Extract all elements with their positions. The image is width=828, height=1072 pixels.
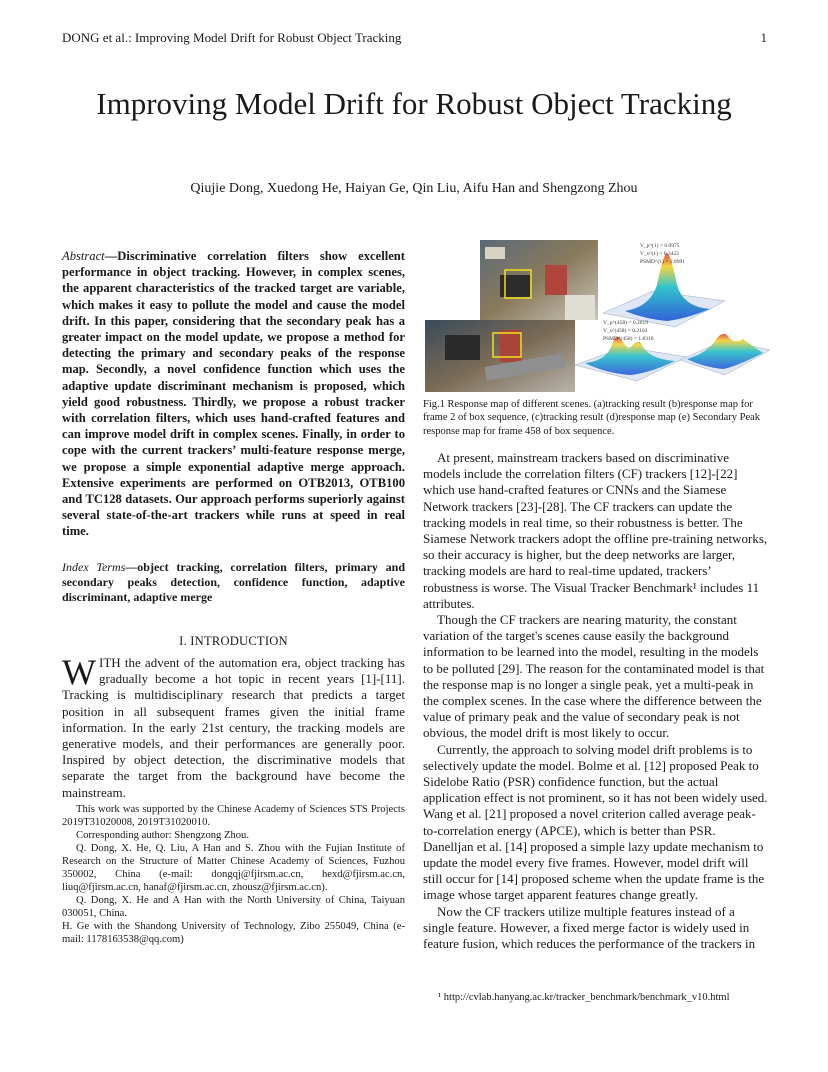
figure-image: [425, 235, 770, 393]
funding-note: This work was supported by the Chinese Academy of Sciences STS Projects 2019T31020008, 2019T31020010.: [62, 804, 405, 828]
figure-label-top-3: PSMD^(1) = 2.8991: [640, 259, 685, 265]
figure-label-mid-2: V_s^(458) = 0.2103: [603, 328, 648, 334]
figure-caption: Fig.1 Response map of different scenes. (a)tracking result (b)response map for frame 2 of box sequence, (c)tracking result (d)response map (e) Secondary Peak response map for frame 458 of box sequence.: [423, 399, 761, 437]
running-title: DONG et al.: Improving Model Drift for Robust Object Tracking: [62, 30, 402, 45]
introduction-paragraph: [62, 652, 405, 801]
figure-label-mid-1: V_p^(458) = 0.2619: [603, 320, 648, 326]
secondary-peak-map-e: [680, 334, 770, 375]
paper-title: Improving Model Drift for Robust Object Tracking: [96, 86, 732, 121]
body-paragraph: Currently, the approach to solving model drift problems is to selectively update the model. Bolme et al. [12] proposed Peak to Sidelobe Ratio (PSR) confidence function, but the actual application effect is not prominent, so it has not been widely used. Wang et al. [21] proposed a novel criterion called average peak-to-correlation energy (APCE), which is better than PSR. Danelljan et al. [14] proposed a simple lazy update mechanism to update the model every five frames. However, model drift will still occur for [14] proposed scheme when the update frame is the image whose target apparent features change greatly.: [423, 741, 768, 903]
running-header: [62, 30, 767, 46]
right-column-text: [423, 450, 768, 952]
page-number: 1: [760, 30, 767, 45]
affiliation-note: Q. Dong, X. He, Q. Liu, A Han and S. Zhou with the Fujian Institute of Research on the Structure of Matter Chinese Academy of Sciences, Fuzhou 350002, China (e-mail: dongqj@fjirsm.ac.cn, hexd@fjirsm.ac.cn, liuq@fjirsm.ac.cn, hanaf@fjirsm.ac.cn, zhousz@fjirsm.ac.cn).: [62, 843, 405, 893]
affiliation-note: H. Ge with the Shandong University of Technology, Zibo 255049, China (e-mail: 1178163538@qq.com): [62, 921, 405, 945]
index-terms: [62, 560, 405, 605]
tracking-result-photo-c: [425, 320, 575, 392]
abstract: [62, 248, 405, 540]
affiliation-note: Q. Dong, X. He and A Han with the North University of China, Taiyuan 030051, China.: [62, 895, 405, 919]
corresponding-author-note: Corresponding author: Shengzong Zhou.: [76, 830, 250, 841]
body-paragraph: Though the CF trackers are nearing maturity, the constant variation of the target's scenes cause easily the background information to be learned into the model, resulting in the models to be polluted [29]. The reason for the contaminated model is that the response map is no longer a single peak, yet a multi-peak in the complex scenes. In the case where the difference between the value of primary peak and the value of secondary peak is not obvious, the model drift is most likely to occur.: [423, 612, 765, 741]
introduction-text: ITH the advent of the automation era, object tracking has gradually become a hot topic in recent years [1]-[11]. Tracking is multidisciplinary research that predicts a target position in all subsequent frames given the initial frame information. In the early 21st century, the tracking models are generative models, and their performances are generally poor. Inspired by object detection, the discriminative models that separate the target from the background have become the mainstream.: [62, 655, 405, 800]
abstract-lead: Abstract: [62, 249, 105, 263]
abstract-text: —Discriminative correlation filters show excellent performance in object tracking. However, in complex scenes, the apparent characteristics of the tracked target are variable, which makes it easy to pollute the model and cause the model drift. In this paper, considering that the secondary peak has a greater impact on the model update, we propose a method for detecting the primary and secondary peaks of the response map. Secondly, a novel confidence function which uses the adaptive update discriminant mechanism is proposed, which yield good robustness. Thirdly, we propose a robust tracker with correlation filters, which uses hand-crafted features and can improve model drift in complex scenes. Finally, in order to cope with the current trackers’ multi-feature response merge, we propose a simple exponential adaptive merge approach. Extensive experiments are performed on OTB2013, OTB100 and TC128 datasets. Our approach performs superiorly against several state-of-the-art trackers while runs at speed in real time.: [62, 249, 405, 539]
drop-cap: W: [62, 652, 96, 692]
tracking-result-photo-a: [480, 240, 598, 320]
figure-label-mid-3: PSMD^(458) = 1.8316: [603, 336, 654, 342]
body-paragraph: At present, mainstream trackers based on discriminative models include the correlation filters (CF) trackers [12]-[22] which use hand-crafted features or CNNs and the Siamese Network trackers [23]-[28]. The CF trackers can update the tracking models in real time, so their robustness is better. The Siamese Network trackers adopt the offline pre-training networks, so their accuracy is higher, but the deep networks are larger, tracking models are hard to real-time updated, trackers’ robustness is worse. The Visual Tracker Benchmark¹ includes 11 attributes.: [423, 450, 768, 611]
body-paragraph: Now the CF trackers utilize multiple features instead of a single feature. However, a fixed merge factor is widely used in feature fusion, which reduces the performance of the trackers in: [423, 903, 756, 952]
figure-1: [425, 235, 770, 393]
index-terms-lead: Index Terms: [62, 560, 126, 574]
author-list: Qiujie Dong, Xuedong He, Haiyan Ge, Qin Liu, Aifu Han and Shengzong Zhou: [190, 181, 638, 196]
affiliation-notes: [62, 803, 405, 946]
figure-label-top-2: V_s^(1) = 0.3422: [640, 251, 679, 257]
footnote: ¹ http://cvlab.hanyang.ac.kr/tracker_benchmark/benchmark_v10.html: [438, 992, 730, 1003]
section-heading: I. INTRODUCTION: [179, 634, 288, 648]
response-map-d: [575, 337, 687, 381]
figure-label-top-1: V_p^(1) = 0.0975: [640, 243, 680, 249]
index-terms-text: —object tracking, correlation filters, primary and secondary peaks detection, confidence function, adaptive discriminant, adaptive merge: [62, 560, 406, 604]
